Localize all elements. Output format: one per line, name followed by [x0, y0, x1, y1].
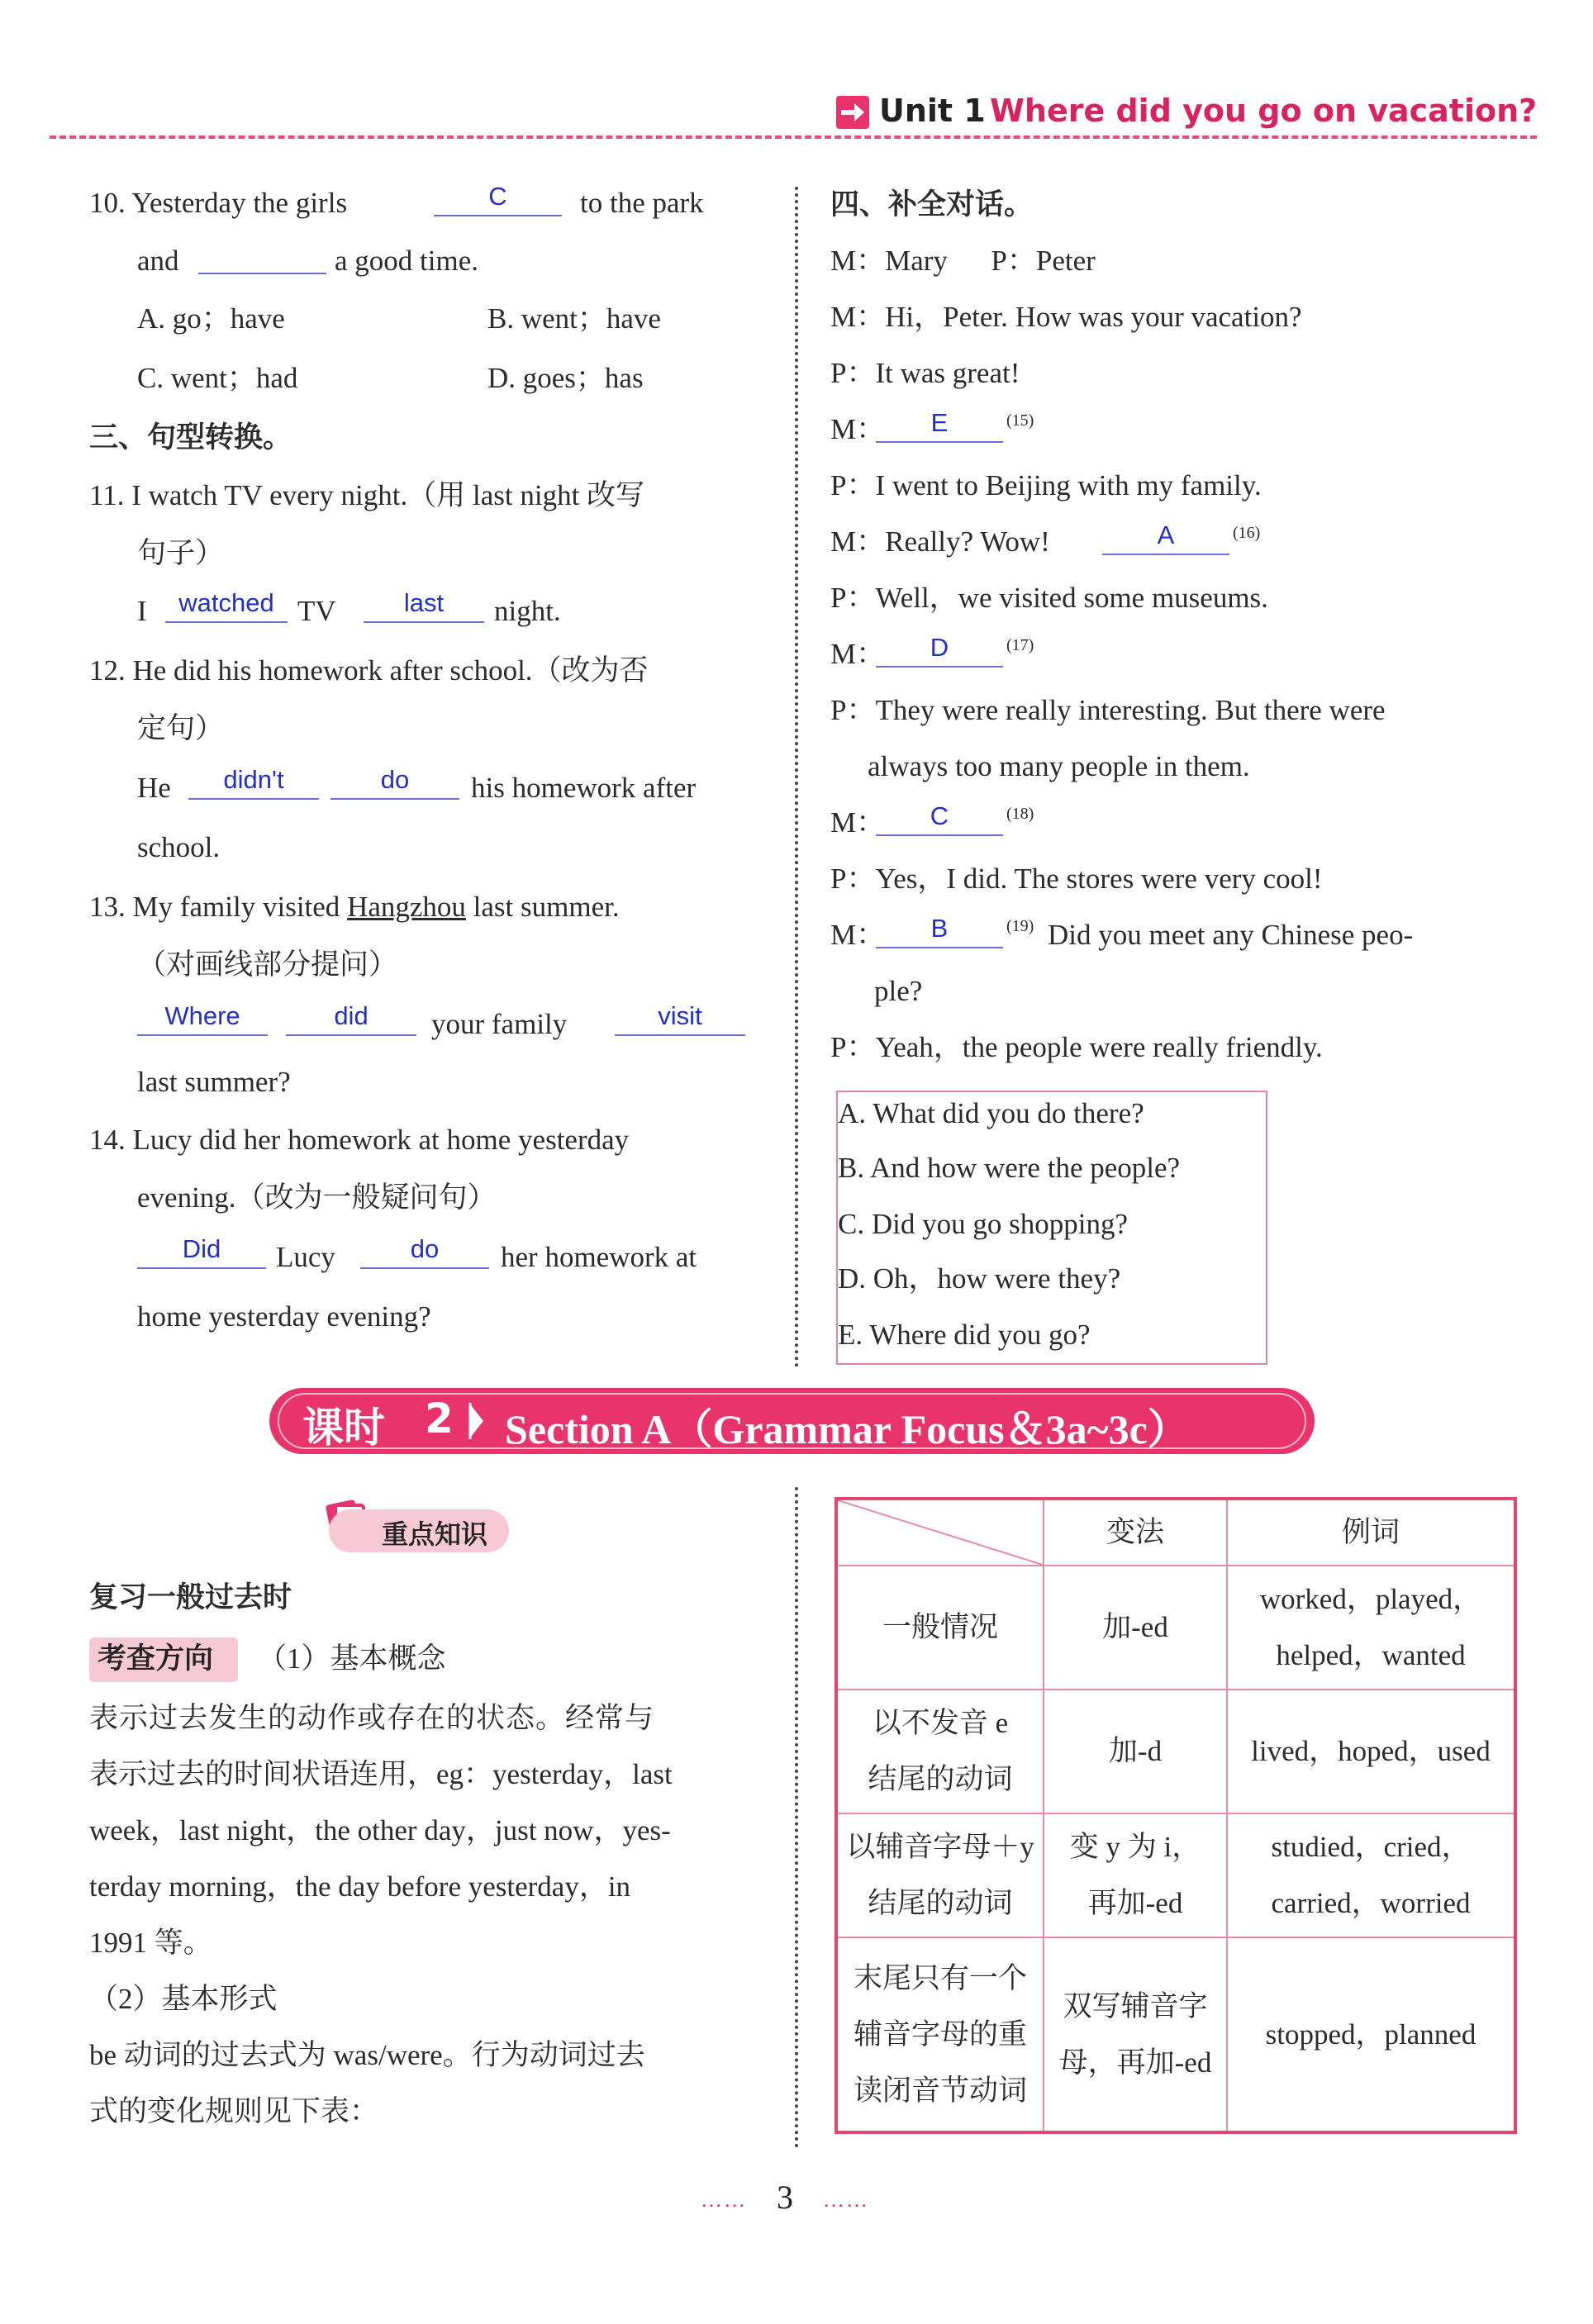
page-number: 3 [777, 2179, 793, 2216]
table-cell-case [836, 1937, 1044, 2132]
banner-lesson: 课时 [302, 1404, 385, 1452]
q12-answer-2[interactable]: do [330, 765, 459, 800]
option-c: C. Did you go shopping? [838, 1208, 1128, 1240]
q11-night: night. [494, 595, 561, 627]
cell-line: 再加-ed [1087, 1887, 1183, 1919]
cell-line: 母，再加-ed [1058, 2046, 1212, 2079]
dialog-line-8: P：They were really interesting. But there were [830, 694, 1386, 726]
table-row [836, 1937, 1515, 2132]
q10-tail-2: a good time. [335, 245, 478, 277]
unit-title: Where did you go on vacation? [990, 93, 1538, 129]
q11-answer-2[interactable]: last [364, 588, 484, 623]
lesson-banner [269, 1388, 1315, 1454]
q14-text: 14. Lucy did her homework at home yesterday [89, 1124, 630, 1156]
blank-number-15: (15) [1006, 411, 1034, 430]
cell-line: studied，cried， [1271, 1831, 1471, 1863]
concept-line-1: 表示过去发生的动作或存在的状态。经常与 [89, 1702, 655, 1734]
q14-text-2: evening.（改为一般疑问句） [137, 1181, 497, 1214]
table-cell-rule [1044, 1937, 1227, 2132]
q10-and: and [137, 245, 179, 277]
table-row [836, 1813, 1515, 1937]
dialog-answer-19[interactable]: B [876, 914, 1003, 948]
q13-underlined-word: Hangzhou [347, 891, 466, 923]
basic-form: （2）基本形式 [89, 1983, 278, 2015]
q13-text-4: last summer? [137, 1066, 291, 1098]
banner-title: Section A（Grammar Focus＆3a~3c） [505, 1406, 1189, 1452]
dialog-line-14: P：Yeah，the people were really friendly. [830, 1031, 1323, 1063]
q10-option-c: C. went；had [137, 362, 298, 394]
cell-line: lived，hoped，used [1251, 1735, 1491, 1767]
option-d: D. Oh，how were they? [838, 1262, 1121, 1295]
dialog-answer-15[interactable]: E [876, 408, 1003, 443]
q13-answer-1[interactable]: Where [137, 1001, 268, 1036]
q14-answer-1[interactable]: Did [137, 1234, 266, 1269]
blank-number-16: (16) [1233, 524, 1261, 542]
table-header-row [836, 1499, 1515, 1566]
blank-number-17: (17) [1006, 636, 1034, 654]
column-divider-bottom [795, 1487, 798, 2148]
table-cell-rule [1044, 1690, 1227, 1813]
q10-tail: to the park [580, 187, 704, 219]
q11-text-2: 句子） [137, 537, 225, 569]
q10-option-d: D. goes；has [487, 362, 644, 394]
concept-line-3: week，last night，the other day，just now，yes- [89, 1814, 671, 1846]
q13-text [89, 886, 620, 929]
header-divider [50, 135, 1537, 139]
q10-option-b: B. went；have [487, 302, 661, 335]
table-row [836, 1566, 1515, 1690]
q14-lucy: Lucy [276, 1241, 335, 1273]
q13-text-2: （对画线部分提问） [137, 948, 398, 981]
footer-dots-left: …… [701, 2188, 747, 2212]
blank-number-18: (18) [1006, 805, 1034, 823]
dialog-line-11: P：Yes，I did. The stores were very cool! [830, 863, 1323, 895]
past-tense-rules-table [835, 1497, 1517, 2134]
option-e: E. Where did you go? [838, 1319, 1091, 1351]
cell-line: 辅音字母的重 [853, 2017, 1027, 2051]
cell-line: 变 y 为 i， [1069, 1831, 1201, 1863]
dialog-line-9: always too many people in them. [868, 750, 1250, 782]
q10-text: 10. Yesterday the girls [89, 187, 348, 219]
table-cell-example [1227, 1566, 1515, 1690]
dialog-line-6: P：Well，we visited some museums. [830, 582, 1268, 614]
cell-line: helped，wanted [1276, 1639, 1466, 1671]
q14-tail: her homework at [501, 1241, 697, 1273]
table-cell-case [836, 1566, 1044, 1690]
footer-dots-right: …… [823, 2188, 869, 2212]
section-3-heading: 三、句型转换。 [89, 421, 292, 454]
dialog-line-12-tail: Did you meet any Chinese peo- [1048, 919, 1414, 951]
option-b: B. And how were the people? [838, 1152, 1181, 1184]
cell-line: 加-ed [1102, 1611, 1168, 1643]
q10-option-a: A. go；have [137, 302, 285, 335]
q13-text-b: last summer. [473, 891, 620, 923]
table-cell-rule [1044, 1566, 1227, 1690]
q10-answer-1[interactable]: C [434, 182, 562, 216]
cell-line: 以不发音 e [872, 1707, 1009, 1739]
cell-line: worked，played， [1259, 1583, 1482, 1615]
table-cell-example [1227, 1937, 1515, 2132]
cell-line: 双写辅音字 [1063, 1989, 1208, 2022]
concept-line-2: 表示过去的时间状语连用，eg：yesterday，last [89, 1758, 673, 1790]
q12-answer-1[interactable]: didn't [188, 765, 319, 800]
table-cell-case [836, 1813, 1044, 1937]
q11-text: 11. I watch TV every night.（用 last night 改写 [89, 479, 645, 511]
q12-text-4: school. [137, 831, 221, 863]
cell-line: stopped，planned [1265, 2017, 1476, 2051]
banner-number: 2 [425, 1395, 454, 1442]
table-row [836, 1690, 1515, 1813]
dialog-line-10-speaker: M： [830, 806, 886, 839]
table-cell-rule [1044, 1813, 1227, 1937]
cell-line: 结尾的动词 [868, 1887, 1013, 1919]
column-divider-top [795, 187, 798, 1368]
basic-concept: （1）基本概念 [258, 1642, 446, 1675]
dialog-answer-18[interactable]: C [876, 801, 1003, 836]
dialog-line-1: M：Hi，Peter. How was your vacation? [830, 301, 1302, 333]
concept-line-5: 1991 等。 [89, 1927, 212, 1959]
q11-answer-1[interactable]: watched [165, 588, 288, 623]
cell-line: 末尾只有一个 [853, 1961, 1027, 1994]
q14-text-4: home yesterday evening? [137, 1300, 431, 1333]
dialog-line-13: ple? [874, 975, 923, 1007]
table-cell-case [836, 1690, 1044, 1813]
knowledge-heading: 复习一般过去时 [89, 1581, 292, 1614]
q12-text-2: 定句） [137, 712, 225, 744]
dialog-answer-17[interactable]: D [876, 633, 1003, 668]
q13-answer-2[interactable]: did [286, 1001, 416, 1036]
cell-line: carried，worried [1271, 1887, 1471, 1919]
banner-arrow-icon [468, 1401, 484, 1444]
exam-focus-text: 考查方向 [97, 1642, 214, 1675]
dialog-line-7-speaker: M： [830, 638, 886, 670]
q11-i: I [137, 595, 147, 627]
q13-text-a: 13. My family visited [89, 891, 340, 923]
cell-line: 以辅音字母＋y [846, 1831, 1034, 1863]
dialog-line-2: P：It was great! [830, 357, 1020, 389]
arrow-icon [836, 96, 869, 129]
dialog-line-4: P：I went to Beijing with my family. [830, 469, 1262, 501]
table-header-example: 例词 [1227, 1499, 1515, 1566]
q13-answer-3[interactable]: visit [615, 1001, 745, 1036]
cell-line: 加-d [1108, 1735, 1163, 1767]
q12-tail: his homework after [471, 772, 697, 804]
table-cell-example [1227, 1690, 1515, 1813]
cell-line: 结尾的动词 [868, 1763, 1013, 1795]
dialog-answer-16[interactable]: A [1102, 520, 1229, 555]
table-header-rule: 变法 [1044, 1499, 1227, 1566]
cell-line: 一般情况 [882, 1611, 998, 1643]
option-a: A. What did you do there? [838, 1097, 1144, 1129]
table-cell-example [1227, 1813, 1515, 1937]
dialog-line-3-speaker: M： [830, 413, 886, 445]
blank-number-19: (19) [1006, 917, 1034, 935]
form-line-2: 式的变化规则见下表： [89, 2095, 379, 2127]
options-box [836, 1091, 1267, 1365]
q12-he: He [137, 772, 171, 804]
dialog-line-0: M：Mary P：Peter [830, 245, 1096, 277]
unit-label: Unit 1 [879, 93, 986, 129]
form-line-1: be 动词的过去式为 was/were。行为动词过去 [89, 2039, 645, 2071]
table-corner-cell [836, 1499, 1044, 1566]
concept-line-4: terday morning，the day before yesterday，in [89, 1870, 631, 1903]
dialog-line-12-speaker: M： [830, 919, 886, 951]
knowledge-badge-text: 重点知识 [382, 1518, 488, 1550]
dialog-line-5-speaker: M：Really? Wow! [830, 525, 1050, 558]
q12-text: 12. He did his homework after school.（改为否 [89, 654, 649, 687]
q10-answer-2[interactable] [198, 240, 326, 274]
q11-tv: TV [297, 595, 336, 627]
section-4-heading: 四、补全对话。 [830, 188, 1034, 221]
q14-answer-2[interactable]: do [360, 1234, 489, 1269]
q13-mid: your family [431, 1008, 568, 1040]
cell-line: 读闭音节动词 [853, 2074, 1027, 2107]
